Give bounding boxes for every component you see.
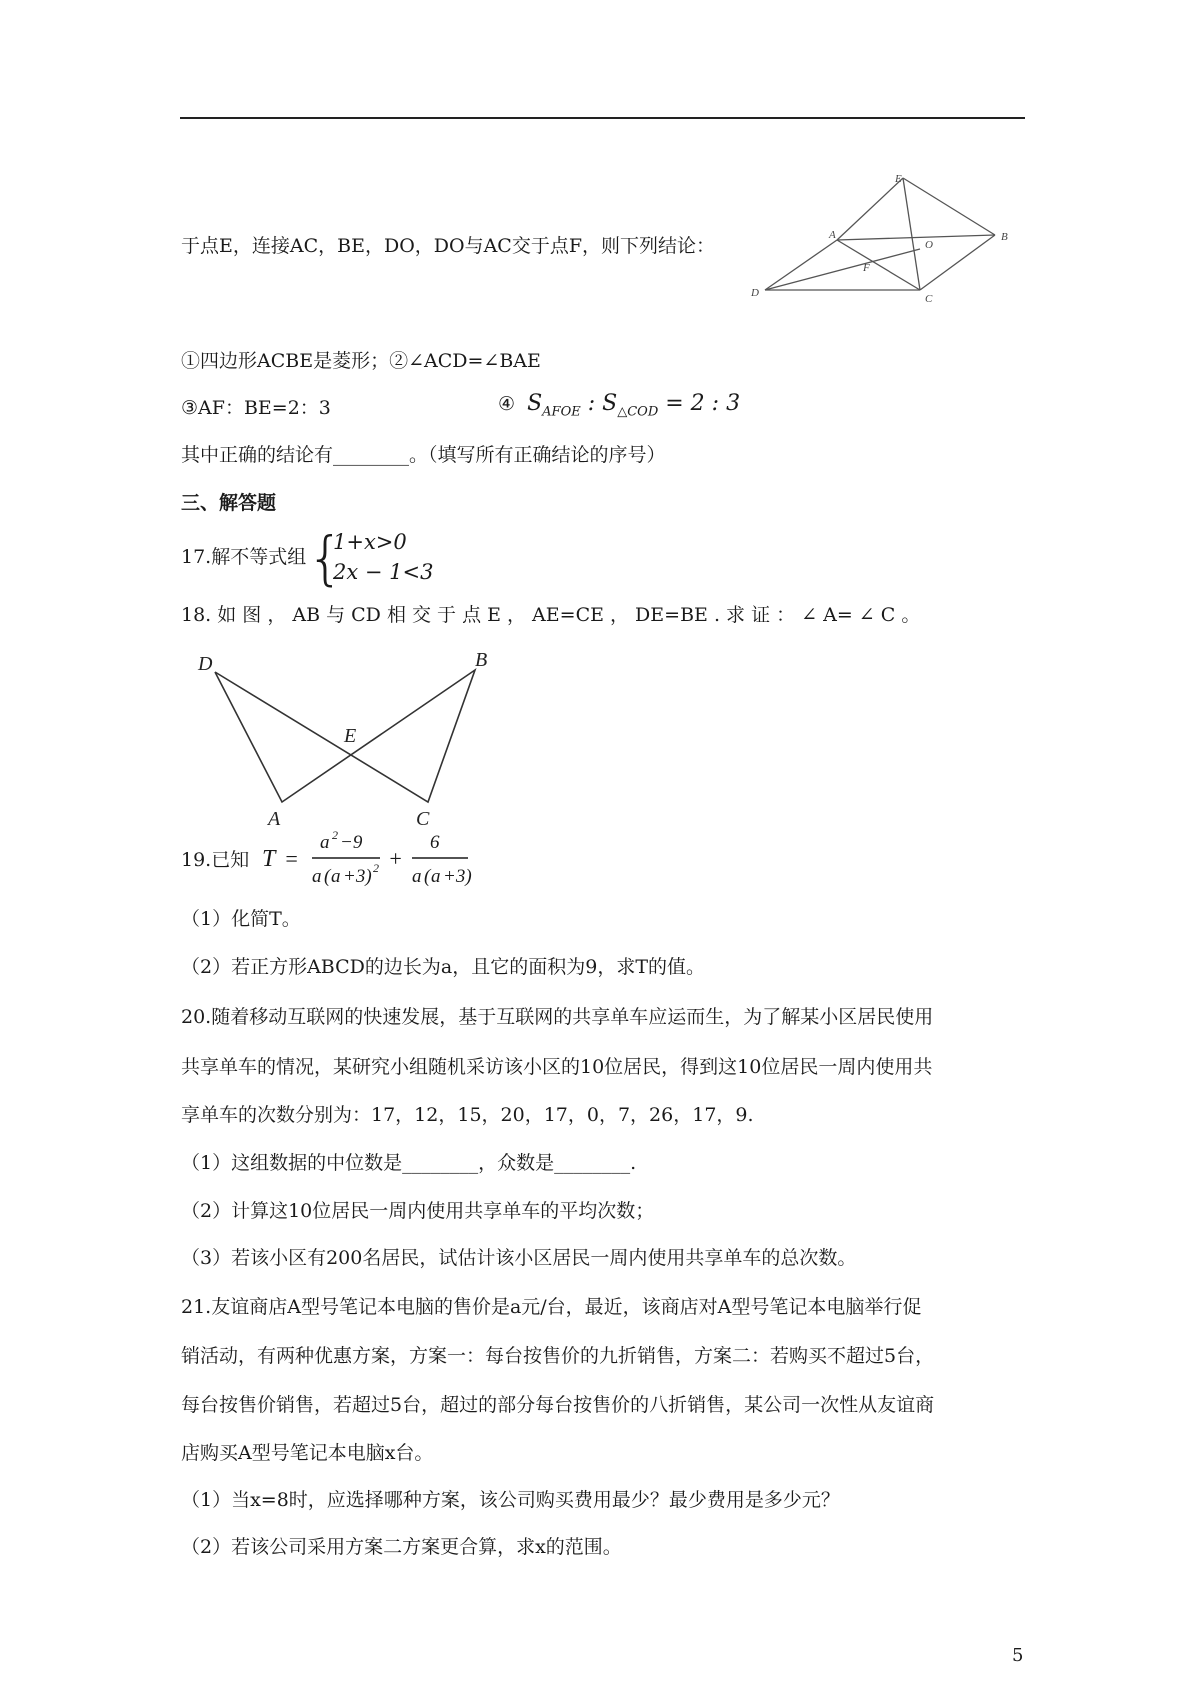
q20-line2: 共享单车的情况，某研究小组随机采访该小区的10位居民，得到这10位居民一周内使用共	[181, 1056, 933, 1078]
q16-figure	[745, 170, 1030, 310]
inequality-1: 1+x>0	[333, 530, 407, 554]
q19-part2: （2）若正方形ABCD的边长为a，且它的面积为9，求T的值。	[181, 956, 705, 978]
q17-text: 17.解不等式组	[181, 546, 307, 568]
svg-text:2: 2	[373, 861, 379, 875]
q20-part2: （2）计算这10位居民一周内使用共享单车的平均次数；	[181, 1200, 655, 1222]
svg-text:a: a	[320, 832, 330, 853]
svg-text:a: a	[331, 866, 341, 887]
q19-text: 19.已知	[181, 849, 250, 871]
q19-part1: （1）化简T。	[181, 908, 301, 930]
svg-text:a: a	[312, 866, 322, 887]
q21-line4: 店购买A型号笔记本电脑x台。	[181, 1442, 434, 1464]
q21-line1: 21.友谊商店A型号笔记本电脑的售价是a元/台，最近，该商店对A型号笔记本电脑举行促	[181, 1296, 922, 1318]
q20-line3: 享单车的次数分别为：17，12，15，20，17，0，7，26，17，9.	[181, 1104, 754, 1126]
q20-part3: （3）若该小区有200名居民，试估计该小区居民一周内使用共享单车的总次数。	[181, 1247, 857, 1269]
label-e: E	[344, 725, 357, 747]
svg-text:−9: −9	[340, 832, 363, 853]
label-b: B	[1001, 231, 1008, 243]
q18-text: 18. 如 图 ， AB 与 CD 相 交 于 点 E ， AE=CE ， DE=BE . 求 证 ： ∠ A= ∠ C 。	[181, 604, 921, 626]
section-title: 三、解答题	[181, 492, 277, 514]
label-b: B	[475, 650, 488, 671]
label-d: D	[751, 287, 759, 299]
label-a: A	[268, 808, 281, 830]
conclusion-4-marker: ④	[498, 393, 516, 415]
area-ratio-formula: $S_{AFOE}$ : $S_{\triangle COD} = 2$ : 3	[527, 391, 741, 420]
q16-line1: 于点E，连接AC，BE，DO，DO与AC交于点F，则下列结论：	[181, 235, 716, 257]
q16-conclusions-1-2: ①四边形ACBE是菱形；②∠ACD=∠BAE	[181, 350, 541, 372]
q21-part2: （2）若该公司采用方案二方案更合算，求x的范围。	[181, 1536, 622, 1558]
label-c: C	[416, 808, 430, 830]
svg-text:6: 6	[430, 832, 440, 853]
left-brace: {	[307, 524, 344, 592]
label-e: E	[895, 173, 902, 185]
page-number: 5	[1012, 1645, 1024, 1666]
svg-text:=: =	[284, 846, 299, 871]
q21-part1: （1）当x=8时，应选择哪种方案，该公司购买费用最少？最少费用是多少元？	[181, 1489, 840, 1511]
q21-line2: 销活动，有两种优惠方案，方案一：每台按售价的九折销售，方案二：若购买不超过5台，	[181, 1345, 935, 1367]
q21-line3: 每台按售价销售，若超过5台，超过的部分每台按售价的八折销售，某公司一次性从友谊商	[181, 1394, 935, 1416]
q19-formula	[262, 822, 482, 894]
svg-text:+3): +3)	[443, 866, 472, 887]
svg-text:a: a	[431, 866, 441, 887]
svg-text:2: 2	[332, 828, 338, 842]
svg-text:a: a	[412, 866, 422, 887]
svg-text:+3): +3)	[343, 866, 372, 887]
label-o: O	[925, 239, 933, 251]
q20-part1: （1）这组数据的中位数是________，众数是________.	[181, 1152, 637, 1174]
q16-conclusion-3: ③AF：BE=2：3	[181, 397, 331, 419]
svg-text:+: +	[388, 846, 403, 871]
q16-conclusion-4	[498, 392, 740, 424]
svg-text:(: (	[424, 866, 431, 887]
q16-answer-line: 其中正确的结论有________。（填写所有正确结论的序号）	[181, 444, 666, 466]
label-a: A	[829, 229, 836, 241]
q18-figure	[190, 650, 510, 830]
label-c: C	[925, 293, 933, 305]
svg-text:T: T	[262, 846, 276, 872]
header-rule	[180, 117, 1025, 119]
svg-text:(: (	[324, 866, 331, 887]
inequality-2: 2x − 1<3	[333, 560, 434, 584]
label-d: D	[198, 653, 213, 675]
label-f: F	[863, 262, 870, 274]
q20-line1: 20.随着移动互联网的快速发展，基于互联网的共享单车应运而生，为了解某小区居民使用	[181, 1006, 934, 1028]
